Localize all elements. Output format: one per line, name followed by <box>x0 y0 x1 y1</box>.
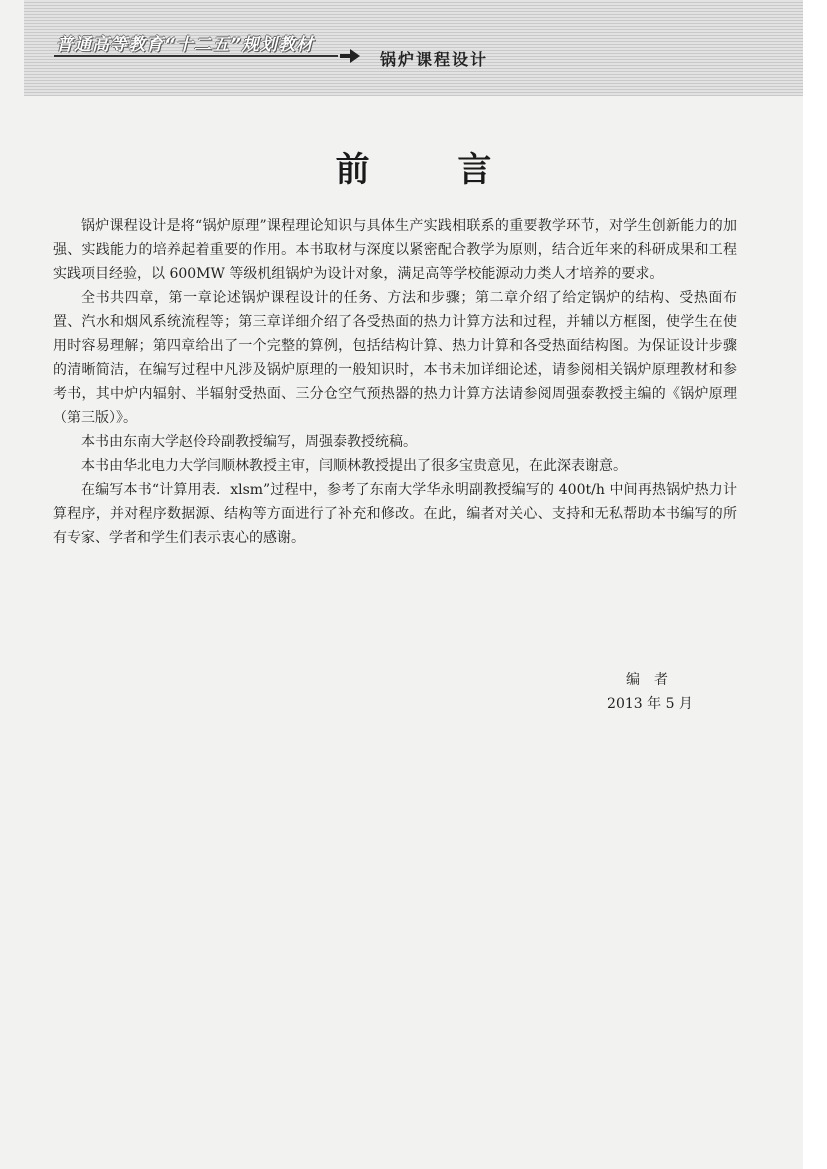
page-title <box>0 142 827 191</box>
series-label: 普通高等教育“十二五”规划教材 <box>56 35 314 55</box>
page-title-char: 前 <box>335 150 370 190</box>
book-title: 锅炉课程设计 <box>380 50 489 69</box>
paragraph: 本书由华北电力大学闫顺林教授主审，闫顺林教授提出了很多宝贵意见，在此深表谢意。 <box>81 458 627 474</box>
signature-block <box>560 668 740 716</box>
paragraph: 本书由东南大学赵伶玲副教授编写，周强泰教授统稿。 <box>81 434 417 450</box>
signature-author: 编者 <box>626 672 682 688</box>
preface-body <box>53 214 737 550</box>
paragraph: 在编写本书“计算用表．xlsm”过程中，参考了东南大学华永明副教授编写的 400t/h 中间再热锅炉热力计算程序，并对程序数据源、结构等方面进行了补充和修改。在此，编者对关心、支持和无私帮助本书编写的所有专家、学者和学生们表示衷心的感谢。 <box>53 482 737 546</box>
arrow-right-icon <box>340 49 360 63</box>
header-divider <box>54 55 338 57</box>
signature-date: 2013 年 5 月 <box>607 696 693 712</box>
paragraph: 锅炉课程设计是将“锅炉原理”课程理论知识与具体生产实践相联系的重要教学环节，对学生创新能力的加强、实践能力的培养起着重要的作用。本书取材与深度以紧密配合教学为原则，结合近年来的科研成果和工程实践项目经验，以 600MW 等级机组锅炉为设计对象，满足高等学校能源动力类人才培养的要求。 <box>53 218 737 282</box>
paragraph: 全书共四章，第一章论述锅炉课程设计的任务、方法和步骤；第二章介绍了给定锅炉的结构、受热面布置、汽水和烟风系统流程等；第三章详细介绍了各受热面的热力计算方法和过程，并辅以方框图，使学生在使用时容易理解；第四章给出了一个完整的算例，包括结构计算、热力计算和各受热面结构图。为保证设计步骤的清晰简洁，在编写过程中凡涉及锅炉原理的一般知识时，本书未加详细论述，请参阅相关锅炉原理教材和参考书，其中炉内辐射、半辐射受热面、三分仓空气预热器的热力计算方法请参阅周强泰教授主编的《锅炉原理（第三版）》。 <box>53 290 737 426</box>
page-title-char: 言 <box>457 150 492 190</box>
